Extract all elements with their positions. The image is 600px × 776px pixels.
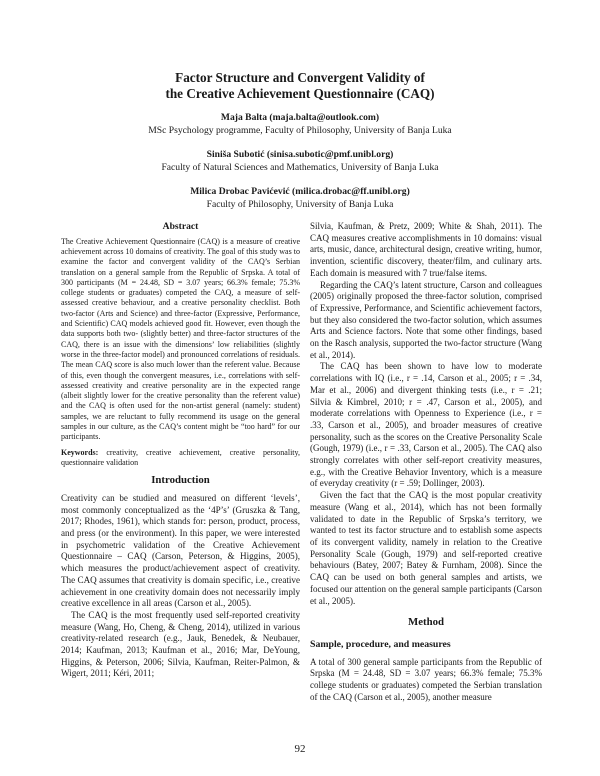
keywords-text: creativity, creative achievement, creative personality, questionnaire validation [61,447,300,467]
abstract-heading: Abstract [162,221,199,232]
author-name: Maja Balta (maja.balta@outlook.com) [220,112,380,123]
author-block-3 [60,185,540,211]
page-number: 92 [294,743,306,755]
intro-paragraph-2: The CAQ is the most frequently used self-reported creativity measure (Wang, Ho, Cheng, & Cheng, 2014), utilized in various creativity-related research (e.g., Jauk, Benedek, & Neubauer, 2014; Kaufman, 2013; Kaufman et al., 2016; Mar, DeYoung, Higgins, & Peterson, 2006; Silvia, Kaufman, Reiter-Palmon, & Wigert, 2011; Kéri, 2011; [61,609,300,679]
abstract-text: The Creative Achievement Questionnaire (CAQ) is a measure of creative achievement across 10 domains of creativity. The goal of this study was to examine the factor and convergent validity of the CAQ’s Serbian translation on a general sample from the Republic of Srpska. A total of 300 participants (M = 24.48, SD = 3.07 years; 66.3% female; 75.3% college students or graduates) competed the CAQ, a measure of self-assessed creative behaviour, and a creative personality checklist. Both two-factor (Arts and Science) and three-factor (Expressive, Performance, and Scientific) CAQ models achieved good fit. However, even though the data supports both two- (slightly better) and three-factor structures of the CAQ, there is an issue with the dimensions’ low reliabilities (slightly worse in the three-factor model) and pronounced correlations of residuals. The mean CAQ score is also much lower than the referent value. Because of this, even though the convergent measures, i.e., correlations with self-assessed creativity and creative personality are in the expected range (albeit slightly lower for the creative personality than the referent value) and the CAQ is often used for the non-artist general (namely: student) samples, we are reluctant to fully recommend its usage on the general samples in our culture, as the CAQ’s content might be “too hard” for our participants. [61,236,300,442]
paper-title [60,70,540,102]
title-line-1: Factor Structure and Convergent Validity of [175,70,425,85]
author-name: Siniša Subotić (sinisa.subotic@pmf.unibl.org) [206,149,394,160]
title-line-2: the Creative Achievement Questionnaire (CAQ) [165,86,435,101]
right-column [310,221,542,703]
keywords [61,448,300,469]
intro-paragraph-1: Creativity can be studied and measured on different ‘levels’, most commonly conceptualized as the ‘4P’s’ (Gruszka & Tang, 2017; Rhodes, 1961), which stands for: person, product, process, and press (or the environment). In this paper, we were interested in psychometric validation of the Creative Achievement Questionnaire – CAQ (Carson, Peterson, & Higgins, 2005), which measures the product/achievement aspect of creativity. The CAQ assumes that creativity is domain specific, i.e., creative achievement in one creativity domain does not necessarily imply creative excellence in all areas (Carson et al., 2005). [61,492,300,609]
right-paragraph-3: The CAQ has been shown to have low to moderate correlations with IQ (i.e., r = .14, Carson et al., 2005; r = .34, Mar et al., 2006) and divergent thinking tests (i.e., r = .21; Silvia & Kimbrel, 2010; r = .47, Carson et al., 2005), and moderate correlations with Openness to Experience (i.e., r = .33, Carson et al., 2005), and broader measures of creative personality, such as the scores on the Creative Personality Scale (Gough, 1979) (i.e., r = .33, Carson et al., 2005). The CAQ also strongly correlates with other self-report creativity measures, e.g., with the Creative Behavior Inventory, which is a measure of everyday creativity (r = .59; Dollinger, 2003). [310,361,542,489]
paper-header [60,70,540,211]
left-column [61,221,300,680]
author-block-1 [60,111,540,137]
author-affiliation: Faculty of Natural Sciences and Mathematics, University of Banja Luka [161,162,439,173]
abstract [61,237,300,469]
right-paragraph-2: Regarding the CAQ’s latent structure, Carson and colleagues (2005) originally proposed the three-factor solution, comprised of Expressive, Performance, and Scientific achievement factors, but they also considered the two-factor solution, which assumes Arts and Science factors. Note that some other findings, based on the Rasch analysis, supported the two-factor structure (Wang et al., 2014). [310,279,542,360]
author-name: Milica Drobac Pavićević (milica.drobac@ff.unibl.org) [190,186,410,197]
right-paragraph-1: Silvia, Kaufman, & Pretz, 2009; White & Shah, 2011). The CAQ measures creative accomplishments in 10 domains: visual arts, music, dance, architectural design, creative writing, humor, invention, scientific discovery, theater/film, and culinary arts. Each domain is measured with 7 true/false items. [310,221,542,278]
sample-heading: Sample, procedure, and measures [310,638,451,650]
author-affiliation: Faculty of Philosophy, University of Banja Luka [206,199,394,210]
method-heading: Method [408,616,444,629]
keywords-label: Keywords: [61,447,99,457]
author-block-2 [60,148,540,174]
author-affiliation: MSc Psychology programme, Faculty of Philosophy, University of Banja Luka [148,125,452,136]
right-paragraph-4: Given the fact that the CAQ is the most popular creativity measure (Wang et al., 2014), which has not been formally validated to date in the Republic of Srpska’s territory, we wanted to test its factor structure and to establish some aspects of its convergent validity, namely in relation to the Creative Personality Scale (Gough, 1979) and self-reported creative behaviours (Batey, 2007; Batey & Furnham, 2008). Since the CAQ can be used on both general samples and artists, we focused our attention on the general sample participants (Carson et al., 2005). [310,490,542,606]
introduction-heading: Introduction [151,474,210,487]
sample-paragraph-1: A total of 300 general sample participants from the Republic of Srpska (M = 24.48, SD = 3.07 years; 66.3% female; 75.3% college students or graduates) competed the Serbian translation of the CAQ (Carson et al., 2005), another measure [310,656,542,702]
